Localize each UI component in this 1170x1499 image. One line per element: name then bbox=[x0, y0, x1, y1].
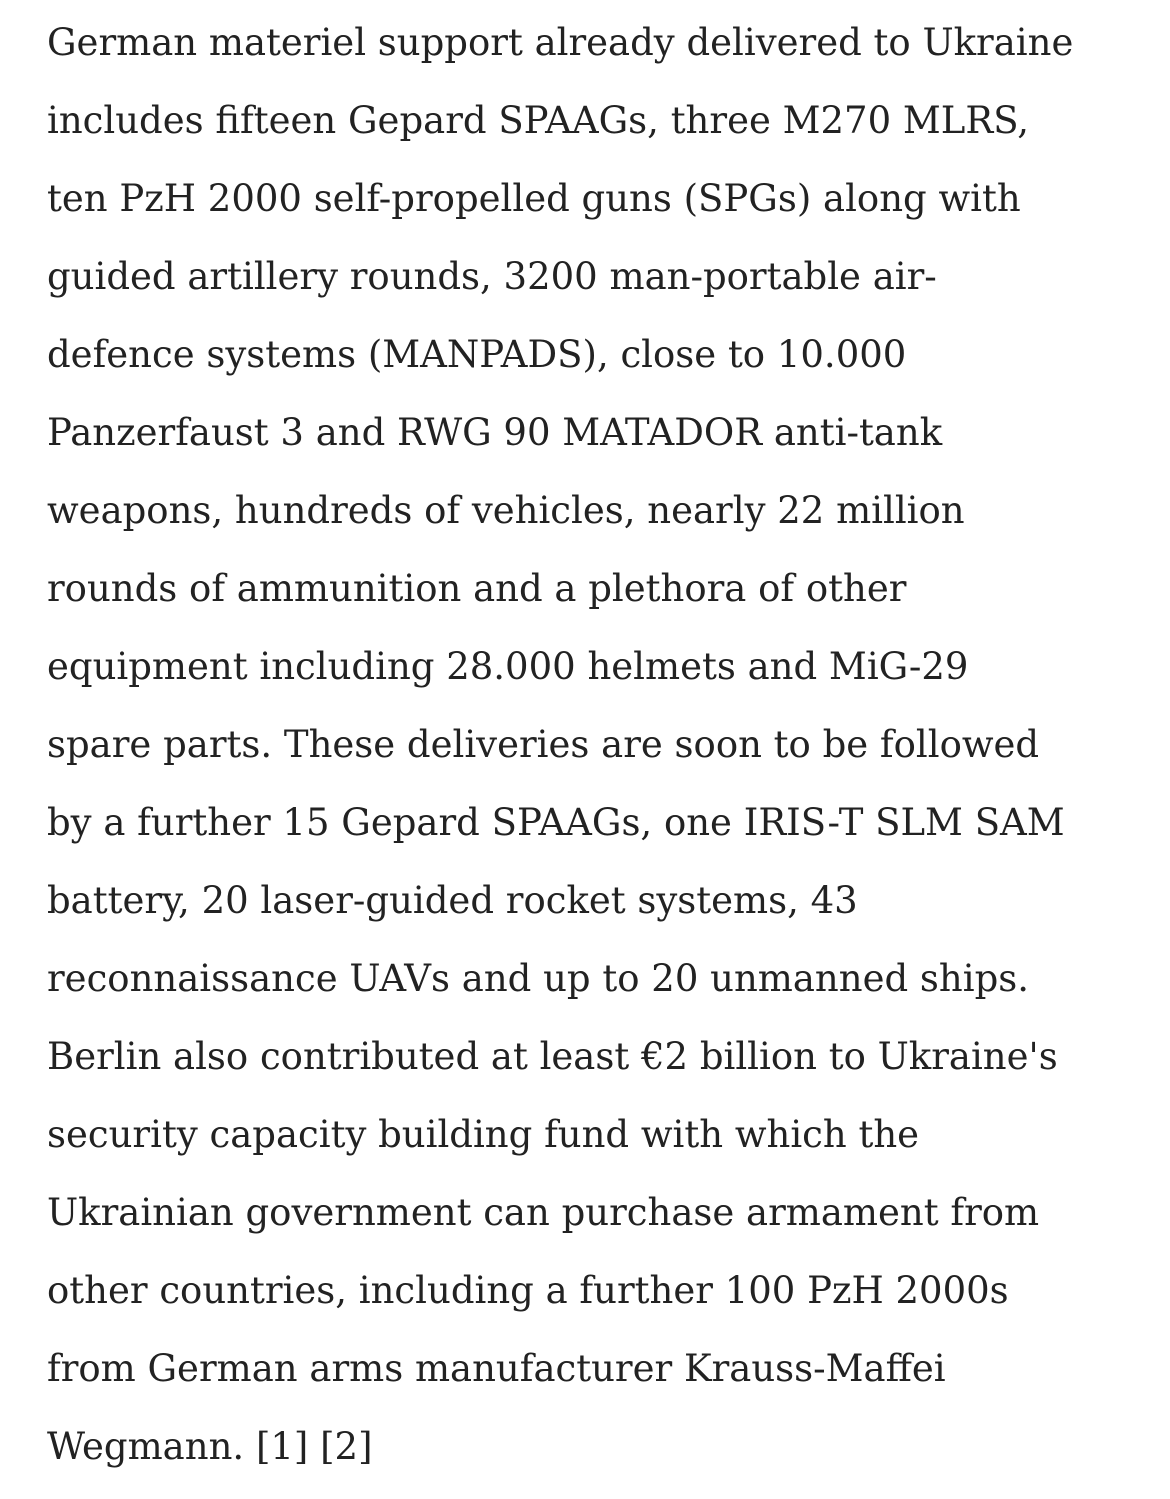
text-line: ten PzH 2000 self-propelled guns (SPGs) along with bbox=[47, 177, 1021, 220]
last-line-text: Wegmann. bbox=[47, 1425, 245, 1468]
text-line: includes fifteen Gepard SPAAGs, three M270 MLRS, bbox=[47, 99, 1029, 142]
text-line: other countries, including a further 100 PzH 2000s bbox=[47, 1269, 1009, 1312]
text-line: guided artillery rounds, 3200 man-portable air- bbox=[47, 255, 937, 298]
text-line: Berlin also contributed at least €2 billion to Ukraine's bbox=[47, 1035, 1058, 1078]
text-line: equipment including 28.000 helmets and MiG-29 bbox=[47, 645, 969, 688]
text-line: Ukrainian government can purchase armament from bbox=[47, 1191, 1040, 1234]
text-line: defence systems (MANPADS), close to 10.000 bbox=[47, 333, 907, 376]
reference-link-2[interactable]: [2] bbox=[320, 1425, 373, 1468]
text-line: rounds of ammunition and a plethora of other bbox=[47, 567, 907, 610]
text-line: reconnaissance UAVs and up to 20 unmanned ships. bbox=[47, 957, 1030, 1000]
text-line: battery, 20 laser-guided rocket systems, 43 bbox=[47, 879, 858, 922]
last-text-line bbox=[47, 1408, 1147, 1486]
text-line: German materiel support already delivered to Ukraine bbox=[47, 21, 1074, 64]
text-line: weapons, hundreds of vehicles, nearly 22 million bbox=[47, 489, 965, 532]
text-line: Panzerfaust 3 and RWG 90 MATADOR anti-tank bbox=[47, 411, 943, 454]
reference-link-1[interactable]: [1] bbox=[255, 1425, 309, 1468]
text-line: by a further 15 Gepard SPAAGs, one IRIS-T SLM SAM bbox=[47, 801, 1065, 844]
text-line: spare parts. These deliveries are soon to be followed bbox=[47, 723, 1040, 766]
article-paragraph bbox=[47, 4, 1147, 1486]
text-line: security capacity building fund with which the bbox=[47, 1113, 920, 1156]
text-line: from German arms manufacturer Krauss-Maffei bbox=[47, 1347, 946, 1390]
